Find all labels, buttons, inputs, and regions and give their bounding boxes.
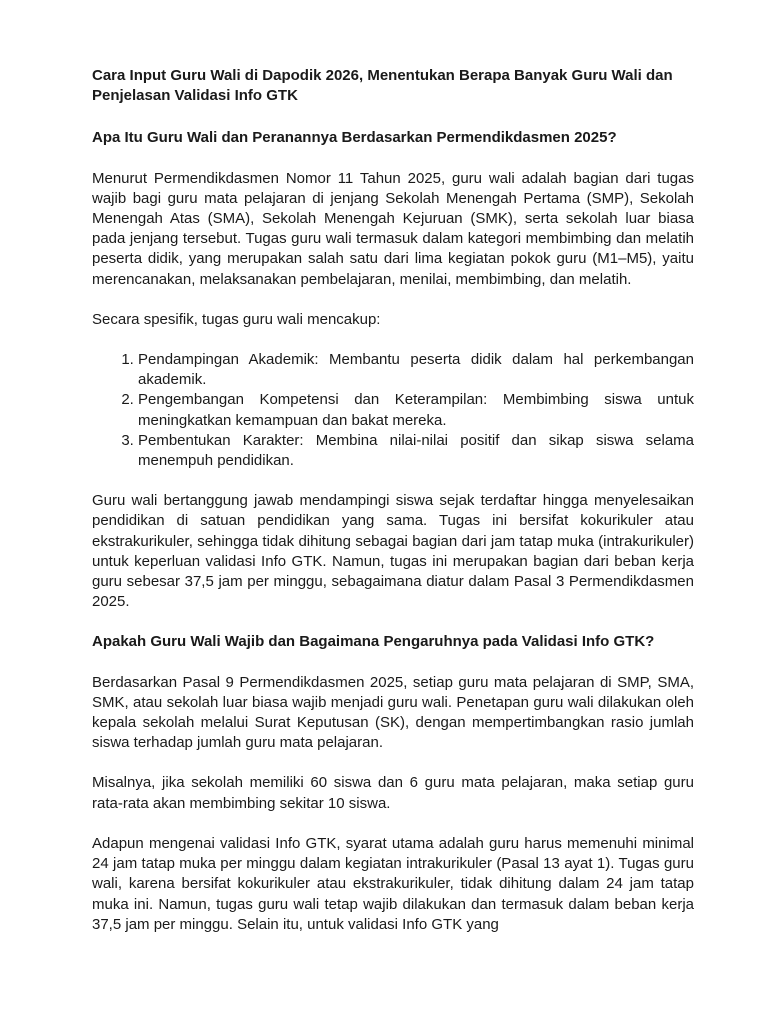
document-title: Cara Input Guru Wali di Dapodik 2026, Menentukan Berapa Banyak Guru Wali dan Penjelasan Validasi Info GTK <box>92 67 673 105</box>
duties-list <box>92 350 694 471</box>
list-item: 3. Pembentukan Karakter: Membina nilai-nilai positif dan sikap siswa selama menempuh pendidikan. <box>138 431 694 471</box>
list-item: 1. Pendampingan Akademik: Membantu peserta didik dalam hal perkembangan akademik. <box>138 350 694 390</box>
section-1-paragraph-1: Menurut Permendikdasmen Nomor 11 Tahun 2025, guru wali adalah bagian dari tugas wajib bagi guru mata pelajaran di jenjang Sekolah Menengah Pertama (SMP), Sekolah Menengah Atas (SMA), Sekolah Menengah Kejuruan (SMK), serta sekolah luar biasa pada jenjang tersebut. Tugas guru wali termasuk dalam kategori membimbing dan melatih peserta didik, yang merupakan salah satu dari lima kegiatan pokok guru (M1–M5), yaitu merencanakan, melaksanakan pembelajaran, menilai, membimbing, dan melatih. <box>92 169 694 288</box>
section-heading-2: Apakah Guru Wali Wajib dan Bagaimana Pengaruhnya pada Validasi Info GTK? <box>92 633 655 651</box>
section-2-paragraph-2: Misalnya, jika sekolah memiliki 60 siswa dan 6 guru mata pelajaran, maka setiap guru rata-rata akan membimbing sekitar 10 siswa. <box>92 774 694 812</box>
section-1-paragraph-3: Guru wali bertanggung jawab mendampingi siswa sejak terdaftar hingga menyelesaikan pendidikan di satuan pendidikan yang sama. Tugas ini bersifat kokurikuler atau ekstrakurikuler, sehingga tidak dihitung sebagai bagian dari jam tatap muka (intrakurikuler) untuk keperluan validasi Info GTK. Namun, tugas ini merupakan bagian dari beban kerja guru sebesar 37,5 jam per minggu, sebagaimana diatur dalam Pasal 3 Permendikdasmen 2025. <box>92 492 694 611</box>
section-1-paragraph-2: Secara spesifik, tugas guru wali mencakup: <box>92 310 381 328</box>
list-item: 2. Pengembangan Kompetensi dan Keterampilan: Membimbing siswa untuk meningkatkan kemampuan dan bakat mereka. <box>138 390 694 430</box>
section-2-paragraph-1: Berdasarkan Pasal 9 Permendikdasmen 2025, setiap guru mata pelajaran di SMP, SMA, SMK, atau sekolah luar biasa wajib menjadi guru wali. Penetapan guru wali dilakukan oleh kepala sekolah melalui Surat Keputusan (SK), dengan mempertimbangkan rasio jumlah siswa terhadap jumlah guru mata pelajaran. <box>92 673 694 752</box>
section-heading-1: Apa Itu Guru Wali dan Peranannya Berdasarkan Permendikdasmen 2025? <box>92 129 617 147</box>
section-2-paragraph-3: Adapun mengenai validasi Info GTK, syarat utama adalah guru harus memenuhi minimal 24 jam tatap muka per minggu dalam kegiatan intrakurikuler (Pasal 13 ayat 1). Tugas guru wali, karena bersifat kokurikuler atau ekstrakurikuler, tidak dihitung dalam 24 jam tatap muka ini. Namun, tugas guru wali tetap wajib dilakukan dan termasuk dalam beban kerja 37,5 jam per minggu. Selain itu, untuk validasi Info GTK yang <box>92 834 694 933</box>
document-page <box>92 66 694 955</box>
